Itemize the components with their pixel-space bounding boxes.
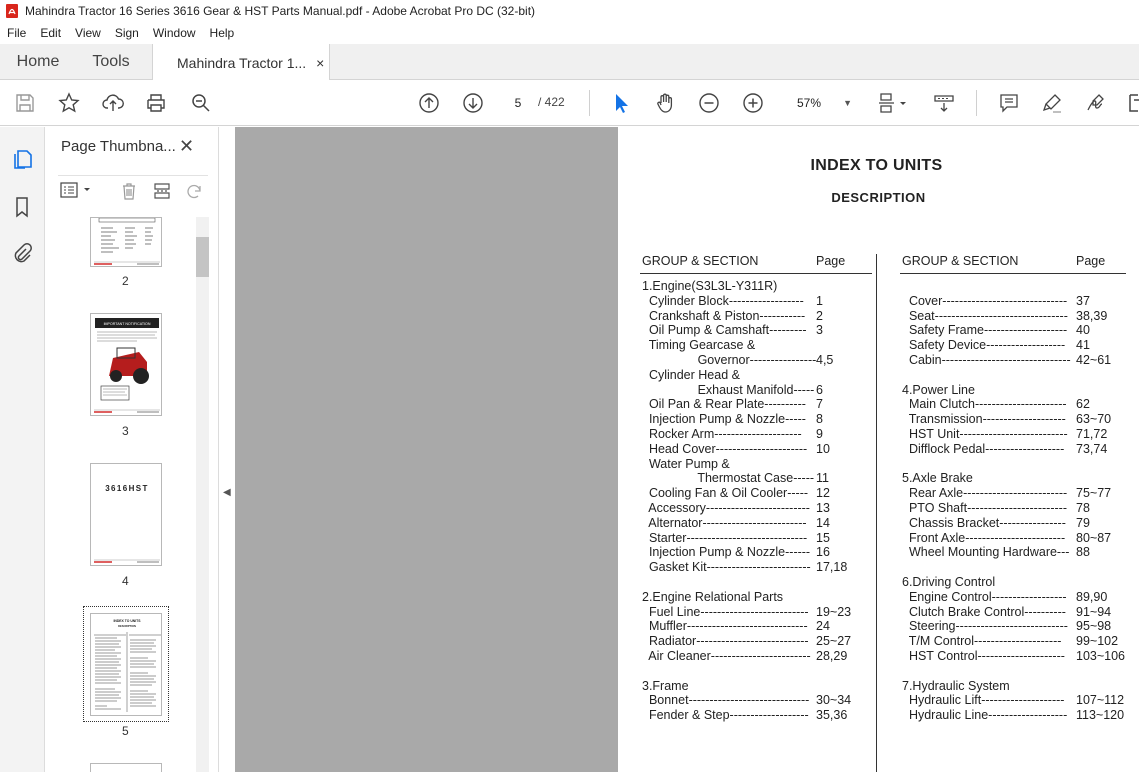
index-entry-label: Radiator--------------------------- — [642, 634, 809, 649]
index-entry-label: Clutch Brake Control---------- — [902, 604, 1066, 619]
print-icon[interactable] — [144, 91, 168, 115]
page-total: / 422 — [538, 95, 565, 109]
index-entry-label: Engine Control------------------ — [902, 589, 1067, 604]
page-subtitle: DESCRIPTION — [831, 190, 926, 205]
hand-icon[interactable] — [653, 91, 677, 115]
index-entry-label: 2.Engine Relational Parts — [642, 589, 784, 604]
window-title: Mahindra Tractor 16 Series 3616 Gear & HST Parts Manual.pdf - Adobe Acrobat Pro DC (32-bit) — [25, 4, 536, 18]
index-entry-page: 80~87 — [1076, 530, 1112, 545]
index-entry-page: 73,74 — [1076, 441, 1108, 456]
thumbnail-scrollbar[interactable] — [196, 217, 209, 772]
index-entry — [642, 590, 872, 605]
index-entry — [902, 471, 1132, 486]
save-icon[interactable] — [13, 91, 37, 115]
menu-edit[interactable]: Edit — [40, 26, 62, 40]
index-entry-label: 7.Hydraulic System — [902, 678, 1010, 693]
column-divider — [876, 254, 877, 772]
index-entry — [642, 605, 872, 620]
index-entry-label: Front Axle------------------------ — [902, 530, 1066, 545]
tab-home[interactable]: Home — [16, 53, 60, 70]
insert-pages-icon[interactable] — [153, 182, 171, 205]
index-entry — [902, 679, 1132, 694]
index-entry-page: 89,90 — [1076, 589, 1108, 604]
index-entry-label: PTO Shaft------------------------ — [902, 500, 1067, 515]
right-column-page-header: Page — [1076, 254, 1106, 268]
star-icon[interactable] — [57, 91, 81, 115]
zoom-out-icon[interactable] — [697, 91, 721, 115]
sign-icon[interactable] — [1084, 91, 1108, 115]
index-entry-label: 4.Power Line — [902, 382, 975, 397]
index-entry-page: 17,18 — [816, 560, 848, 575]
zoom-in-icon[interactable] — [741, 91, 765, 115]
index-entry-page: 88 — [1076, 545, 1090, 560]
index-entry-page: 71,72 — [1076, 426, 1108, 441]
acrobat-icon — [5, 4, 19, 18]
index-entry-page: 95~98 — [1076, 619, 1112, 634]
comment-icon[interactable] — [997, 91, 1021, 115]
index-entry-label: Wheel Mounting Hardware--- — [902, 545, 1070, 560]
index-entry-page: 12 — [816, 486, 830, 501]
index-entry — [642, 693, 872, 708]
index-entry-page: 6 — [816, 382, 823, 397]
select-cursor-icon[interactable] — [609, 91, 633, 115]
index-entry — [642, 279, 872, 294]
thumbnail-page-3-preview — [91, 314, 162, 416]
thumbnail-page-3-heading: IMPORTANT NOTIFICATION — [103, 322, 151, 326]
highlight-icon[interactable] — [1040, 91, 1064, 115]
thumbnail-page-5[interactable] — [90, 613, 162, 716]
index-entry-label: Oil Pump & Camshaft--------- — [642, 323, 807, 338]
index-entry-label: Timing Gearcase & — [642, 338, 756, 353]
index-entry-page: 19~23 — [816, 604, 852, 619]
close-icon[interactable]: ✕ — [179, 136, 195, 156]
index-entry — [902, 516, 1132, 531]
index-entry-label: Crankshaft & Piston----------- — [642, 308, 806, 323]
index-entry — [902, 368, 1132, 383]
thumbnail-label-2: 2 — [122, 274, 129, 288]
delete-icon[interactable] — [120, 182, 138, 205]
thumbnail-tools — [58, 175, 208, 203]
index-entry — [902, 412, 1132, 427]
index-entry-label: Hydraulic Line------------------- — [902, 708, 1068, 723]
index-entry — [642, 545, 872, 560]
index-entry — [642, 412, 872, 427]
index-entry-label: Fender & Step------------------- — [642, 708, 809, 723]
menu-bar — [0, 22, 1139, 44]
menu-window[interactable]: Window — [152, 26, 196, 40]
index-entry-label: Muffler----------------------------- — [642, 619, 808, 634]
index-entry — [642, 323, 872, 338]
tab-document-label: Mahindra Tractor 1... — [177, 54, 307, 71]
index-entry-page: 24 — [816, 619, 830, 634]
index-entry — [902, 693, 1132, 708]
index-entry-label: Cover------------------------------ — [902, 293, 1068, 308]
index-entry-label: Injection Pump & Nozzle------ — [642, 545, 811, 560]
index-entry — [902, 353, 1132, 368]
thumbnail-page-6[interactable] — [90, 763, 162, 772]
chevron-down-icon: ▼ — [843, 98, 852, 108]
right-index-list — [902, 279, 1132, 723]
toolbar-divider — [589, 90, 590, 116]
index-entry-label: Injection Pump & Nozzle----- — [642, 412, 806, 427]
tab-close-icon[interactable]: × — [316, 54, 325, 71]
index-entry — [642, 516, 872, 531]
bookmark-icon[interactable] — [11, 195, 33, 219]
index-entry-label: Thermostat Case----- — [642, 471, 815, 486]
page-title: INDEX TO UNITS — [810, 157, 943, 174]
thumbnail-page-4-heading: 3616HST — [105, 484, 149, 493]
index-entry — [902, 590, 1132, 605]
prev-page-icon[interactable] — [417, 91, 441, 115]
index-entry — [902, 560, 1132, 575]
page-thumbnails-icon[interactable] — [11, 147, 33, 171]
index-entry-label: Safety Device------------------- — [902, 338, 1066, 353]
thumbnail-page-4-preview — [91, 464, 162, 566]
thumbnail-page-4[interactable] — [90, 463, 162, 566]
index-entry-label: Transmission-------------------- — [902, 412, 1066, 427]
index-entry — [642, 664, 872, 679]
index-entry-page: 10 — [816, 441, 830, 456]
next-page-icon[interactable] — [461, 91, 485, 115]
panel-title: Page Thumbna... — [61, 138, 176, 155]
index-entry — [902, 531, 1132, 546]
thumbnail-page-3[interactable] — [90, 313, 162, 416]
index-entry-page: 13 — [816, 500, 830, 515]
index-entry-page: 38,39 — [1076, 308, 1108, 323]
index-entry — [642, 575, 872, 590]
index-entry-label: T/M Control--------------------- — [902, 634, 1062, 649]
index-entry — [642, 501, 872, 516]
index-entry-page: 11 — [816, 471, 829, 486]
rotate-icon[interactable] — [186, 182, 204, 205]
index-entry-label: 6.Driving Control — [902, 574, 996, 589]
index-entry — [642, 471, 872, 486]
index-entry-label: Rocker Arm--------------------- — [642, 426, 802, 441]
thumbnail-label-4: 4 — [122, 574, 129, 588]
index-entry-page: 7 — [816, 397, 823, 412]
zoom-level-value: 57% — [797, 96, 822, 110]
index-entry-page: 78 — [1076, 500, 1090, 515]
index-entry — [902, 294, 1132, 309]
index-entry-label: Seat-------------------------------- — [902, 308, 1068, 323]
index-entry-label: 5.Axle Brake — [902, 471, 973, 486]
fit-page-icon[interactable] — [876, 91, 910, 115]
index-entry — [902, 279, 1132, 294]
index-entry — [642, 309, 872, 324]
index-entry-label: Starter----------------------------- — [642, 530, 808, 545]
index-entry-label: Water Pump & — [642, 456, 730, 471]
index-entry-page: 41 — [1076, 338, 1090, 353]
index-entry — [902, 383, 1132, 398]
scrollbar-thumb[interactable] — [196, 237, 209, 277]
title-bar — [0, 0, 1139, 22]
tab-document[interactable] — [152, 44, 330, 81]
thumbnail-label-5: 5 — [122, 724, 129, 738]
index-entry — [902, 442, 1132, 457]
toolbar — [0, 80, 1139, 126]
index-entry — [642, 457, 872, 472]
right-column-group-header: GROUP & SECTION — [902, 254, 1019, 268]
index-entry — [902, 634, 1132, 649]
index-entry — [642, 619, 872, 634]
index-entry-label: Gasket Kit------------------------- — [642, 560, 811, 575]
index-entry-page: 113~120 — [1076, 708, 1125, 723]
zoom-level-dropdown[interactable] — [782, 92, 856, 114]
attachment-icon[interactable] — [11, 241, 33, 265]
index-entry-page: 28,29 — [816, 648, 848, 663]
index-entry-label: Cooling Fan & Oil Cooler----- — [642, 486, 809, 501]
index-entry-label: Cabin------------------------------- — [902, 352, 1071, 367]
index-entry-page: 14 — [816, 515, 830, 530]
collapse-panel-icon[interactable]: ◀ — [223, 487, 231, 498]
index-entry-label: HST Unit-------------------------- — [902, 426, 1068, 441]
index-entry-label: Head Cover---------------------- — [642, 441, 808, 456]
index-entry-page: 75~77 — [1076, 486, 1112, 501]
index-entry-page: 4,5 — [816, 352, 834, 367]
index-entry — [902, 323, 1132, 338]
scroll-mode-icon[interactable] — [932, 91, 956, 115]
index-entry — [902, 619, 1132, 634]
index-entry-label: Cylinder Block------------------ — [642, 293, 804, 308]
index-entry-label: 3.Frame — [642, 678, 689, 693]
left-header-rule — [640, 273, 872, 274]
more-icon[interactable] — [1124, 91, 1139, 115]
index-entry — [642, 560, 872, 575]
index-entry — [642, 708, 872, 723]
index-entry-label: Fuel Line-------------------------- — [642, 604, 809, 619]
thumbnail-options-icon[interactable] — [60, 182, 92, 203]
index-entry-page: 99~102 — [1076, 634, 1119, 649]
index-entry — [642, 294, 872, 309]
index-entry-label: Cylinder Head & — [642, 367, 740, 382]
index-entry — [642, 679, 872, 694]
index-entry-label: Bonnet----------------------------- — [642, 693, 810, 708]
index-entry-label: Difflock Pedal------------------- — [902, 441, 1065, 456]
index-entry — [902, 397, 1132, 412]
index-entry — [902, 605, 1132, 620]
index-entry-label: Governor---------------- — [642, 352, 817, 367]
pdf-page — [618, 127, 1139, 772]
tab-tools[interactable]: Tools — [92, 53, 130, 70]
index-entry-page: 30~34 — [816, 693, 852, 708]
index-entry-page: 79 — [1076, 515, 1090, 530]
index-entry-label: Air Cleaner------------------------ — [642, 648, 811, 663]
index-entry — [902, 575, 1132, 590]
index-entry-page: 63~70 — [1076, 412, 1112, 427]
index-entry-label: Rear Axle------------------------- — [902, 486, 1068, 501]
right-header-rule — [900, 273, 1126, 274]
index-entry-page: 1 — [816, 293, 823, 308]
index-entry-page: 16 — [816, 545, 830, 560]
menu-file[interactable]: File — [7, 26, 27, 40]
menu-view[interactable]: View — [75, 26, 101, 40]
left-column-page-header: Page — [816, 254, 846, 268]
index-entry-label: Chassis Bracket---------------- — [902, 515, 1066, 530]
thumbnail-page-2-preview — [91, 218, 162, 267]
index-entry-page: 8 — [816, 412, 823, 427]
index-entry-page: 62 — [1076, 397, 1090, 412]
index-entry — [902, 664, 1132, 679]
toolbar-divider — [976, 90, 977, 116]
index-entry — [642, 427, 872, 442]
index-entry-page: 3 — [816, 323, 823, 338]
index-entry-page: 40 — [1076, 323, 1090, 338]
index-entry — [642, 442, 872, 457]
page-number-input[interactable]: 5 — [503, 92, 533, 114]
panel-splitter[interactable] — [218, 127, 234, 772]
index-entry-label: Safety Frame-------------------- — [902, 323, 1068, 338]
menu-help[interactable]: Help — [209, 26, 235, 40]
index-entry-page: 2 — [816, 308, 823, 323]
index-entry-page: 107~112 — [1076, 693, 1125, 708]
thumbnail-page-2[interactable] — [90, 217, 162, 267]
index-entry-page: 37 — [1076, 293, 1090, 308]
index-entry — [642, 634, 872, 649]
index-entry-label: Oil Pan & Rear Plate---------- — [642, 397, 806, 412]
index-entry — [642, 383, 872, 398]
thumbnail-page-5-heading: INDEX TO UNITS — [113, 619, 141, 623]
index-entry-label: Alternator------------------------- — [642, 515, 807, 530]
index-entry-page: 103~106 — [1076, 648, 1126, 663]
index-entry — [902, 545, 1132, 560]
index-entry-label: Main Clutch---------------------- — [902, 397, 1067, 412]
index-entry-page: 91~94 — [1076, 604, 1112, 619]
index-entry-page: 42~61 — [1076, 352, 1112, 367]
index-entry-label: Accessory------------------------- — [642, 500, 810, 515]
index-entry-page: 35,36 — [816, 708, 848, 723]
index-entry — [902, 708, 1132, 723]
thumbnail-panel — [46, 127, 218, 772]
index-entry — [642, 353, 872, 368]
index-entry — [902, 427, 1132, 442]
index-entry-page: 25~27 — [816, 634, 852, 649]
left-index-list — [642, 279, 872, 723]
index-entry — [902, 649, 1132, 664]
index-entry-label: 1.Engine(S3L3L-Y311R) — [642, 279, 778, 293]
tab-bar — [0, 44, 1139, 80]
index-entry — [902, 338, 1132, 353]
scroll-up-icon[interactable] — [196, 207, 209, 217]
index-entry-label: HST Control--------------------- — [902, 648, 1065, 663]
thumbnail-page-5-preview — [91, 614, 162, 716]
index-entry — [642, 368, 872, 383]
index-entry — [642, 397, 872, 412]
thumbnail-page-5-subheading: DESCRIPTION — [118, 625, 136, 628]
zoom-search-icon[interactable] — [189, 91, 213, 115]
thumbnail-label-3: 3 — [122, 424, 129, 438]
index-entry — [902, 486, 1132, 501]
index-entry-label: Hydraulic Lift-------------------- — [902, 693, 1065, 708]
index-entry — [642, 531, 872, 546]
menu-sign[interactable]: Sign — [114, 26, 139, 40]
index-entry-page: 9 — [816, 426, 823, 441]
left-rail — [0, 127, 45, 772]
index-entry-label: Steering--------------------------- — [902, 619, 1068, 634]
index-entry — [642, 338, 872, 353]
index-entry — [902, 501, 1132, 516]
index-entry-page: 15 — [816, 530, 830, 545]
index-entry-label: Exhaust Manifold----- — [642, 382, 815, 397]
left-column-group-header: GROUP & SECTION — [642, 254, 759, 268]
index-entry — [642, 486, 872, 501]
index-entry — [642, 649, 872, 664]
index-entry — [902, 457, 1132, 472]
index-entry — [902, 309, 1132, 324]
upload-icon[interactable] — [101, 91, 125, 115]
